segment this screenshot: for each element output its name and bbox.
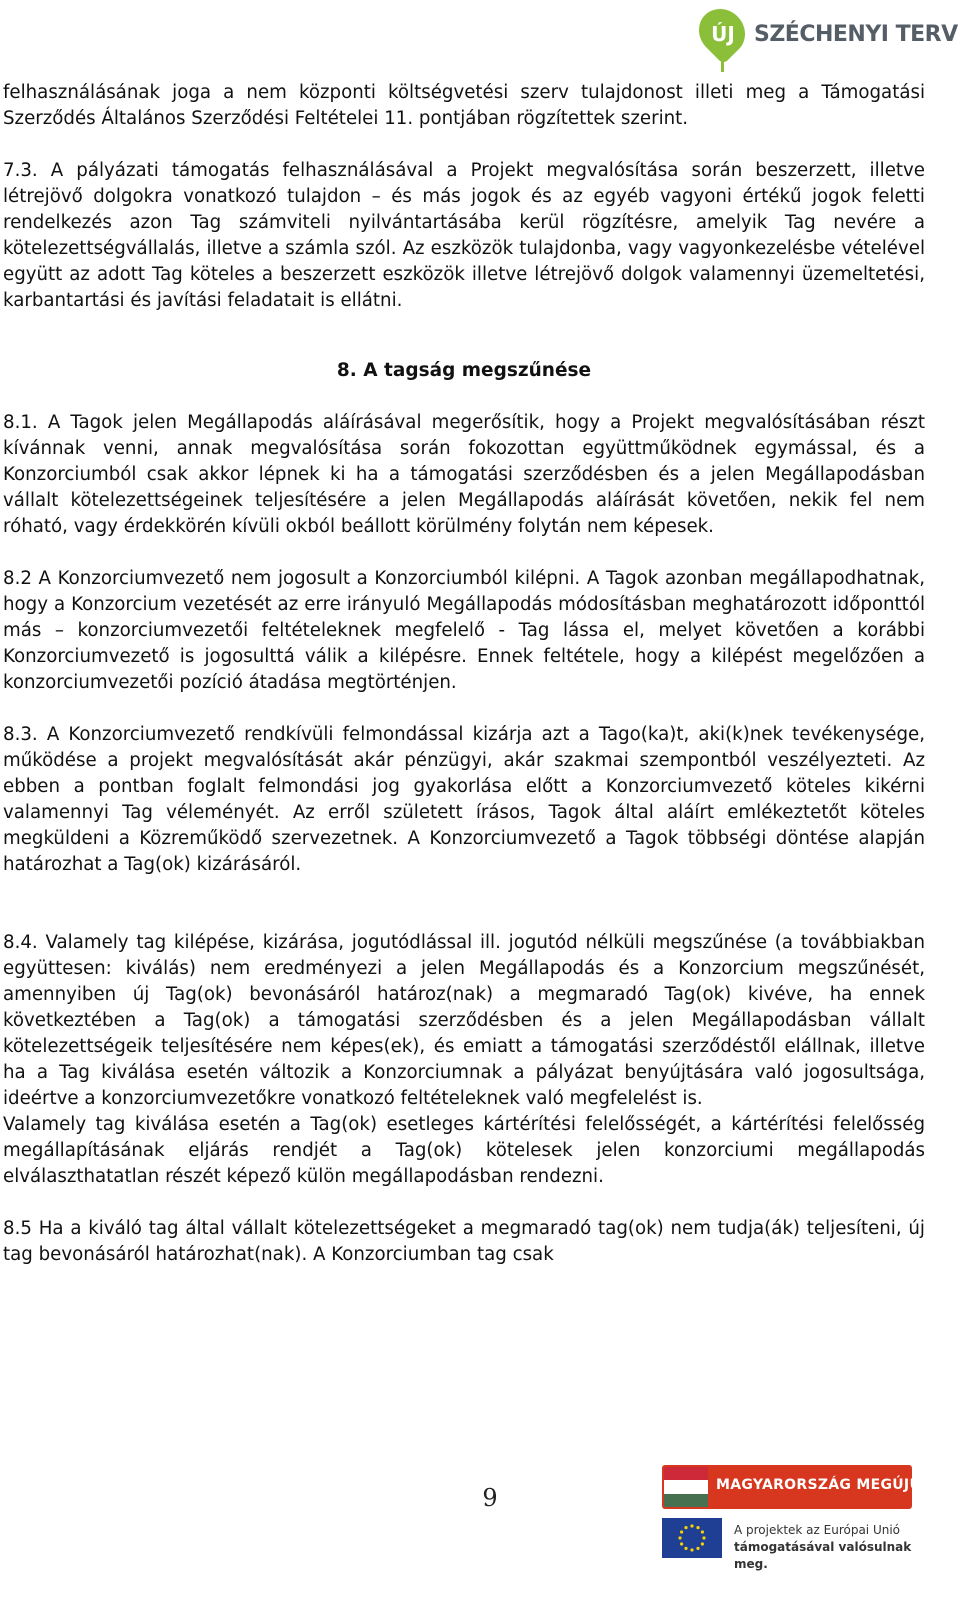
eu-flag-icon xyxy=(662,1518,722,1558)
paragraph-8-2: 8.2 A Konzorciumvezető nem jogosult a Konzorciumból kilépni. A Tagok azonban megállapodhatnak, hogy a Konzorcium vezetését az erre irányuló Megállapodás módosításban meghatározott időponttól más – konzorciumvezetői feltételeknek megfelelő - Tag lássa el, melyet követően a korábbi Konzorciumvezető is jogosulttá válik a kilépésre. Ennek feltétele, hogy a kilépést megelőzően a konzorciumvezetői pozíció átadása megtörténjen. xyxy=(3,568,925,693)
eu-support-text xyxy=(734,1522,934,1573)
eu-text-line-2: támogatásával valósulnak meg. xyxy=(734,1540,912,1571)
paragraph-8-3: 8.3. A Konzorciumvezető rendkívüli felmondással kizárja azt a Tago(ka)t, aki(k)nek tevékenysége, működése a projekt megvalósítását akár pénzügyi, akár szakmai szempontból veszélyezteti. Az ebben a pontban foglalt felmondási jog gyakorlása előtt a Konzorciumvezető köteles kikérni valamennyi Tag véleményét. Az erről született írásos, Tagok által aláírt emlékeztetőt köteles megküldeni a Közreműködő szervezetnek. A Konzorciumvezető a Tagok többségi döntése alapján határozhat a Tag(ok) kizárásáról. xyxy=(3,724,925,875)
paragraph-7-3: 7.3. A pályázati támogatás felhasználásával a Projekt megvalósítása során beszerzett, illetve létrejövő dolgokra vonatkozó tulajdon – és más jogok és az egyéb vagyoni értékű jogok feletti rendelkezés azon Tag számviteli nyilvántartásába kerül rögzítésre, amelyik Tag nevére a kötelezettségvállalás, illetve a számla szól. Az eszközök tulajdonba, vagy vagyonkezelésbe vételével együtt az adott Tag köteles a beszerzett eszközök illetve létrejövő dolgok valamennyi üzemeltetési, karbantartási és javítási feladatait is ellátni. xyxy=(3,160,925,311)
badge-text: MAGYARORSZÁG MEGÚJUL xyxy=(716,1477,931,1493)
paragraph-continuation: felhasználásának joga a nem központi költségvetési szerv tulajdonost illeti meg a Támogatási Szerződés Általános Szerződési Feltételei 11. pontjában rögzítettek szerint. xyxy=(3,82,925,129)
paragraph-8-4: 8.4. Valamely tag kilépése, kizárása, jogutódlással ill. jogutód nélküli megszűnése (a továbbiakban együttesen: kiválás) nem eredményezi a jelen Megállapodás és a Konzorcium megszűnését, amennyiben új Tag(ok) bevonásáról határoz(nak) a megmaradó Tag(ok) kivéve, ha ennek következtében a Tag(ok) a támogatási szerződésben és a jelen Megállapodásban vállalt kötelezettségeik teljesítésére nem képes(ek), és emiatt a támogatási szerződéstől elállnak, illetve ha a Tag kiválása esetén változik a Konzorciumnak a pályázat benyújtására való jogosultsága, ideértve a konzorciumvezetőkre vonatkozó feltételeknek való megfelelést is. xyxy=(3,932,925,1109)
paragraph-8-1: 8.1. A Tagok jelen Megállapodás aláírásával megerősítik, hogy a Projekt megvalósításában részt kívánnak venni, annak megvalósítása során fokozottan együttműködnek egymással, és a Konzorciumból csak akkor lépnek ki ha a támogatási szerződésben és a jelen Megállapodásban vállalt kötelezettségeinek teljesítésére a jelen Megállapodás aláírását követően, nekik fel nem róható, vagy érdekkörén kívüli okból beállott körülmény folytán nem képesek. xyxy=(3,412,925,537)
logo-text: SZÉCHENYI TERV xyxy=(754,22,958,47)
hungarian-flag-icon xyxy=(664,1467,708,1507)
document-body xyxy=(3,80,925,1268)
paragraph-8-4-continued: Valamely tag kiválása esetén a Tag(ok) esetleges kártérítési felelősségét, a kártérítési felelősség megállapításának eljárás rendjét a Tag(ok) kötelesek jelen konzorciumi megállapodás elválaszthatatlan részét képező külön megállapodásban rendezni. xyxy=(3,1114,925,1187)
page-number: 9 xyxy=(482,1484,498,1512)
section-heading-8: 8. A tagság megszűnése xyxy=(336,360,592,381)
eu-text-line-1: A projektek az Európai Unió xyxy=(734,1523,901,1537)
paragraph-8-5: 8.5 Ha a kiváló tag által vállalt kötelezettségeket a megmaradó tag(ok) nem tudja(ák) teljesíteni, új tag bevonásáról határozhat(nak). A Konzorciumban tag csak xyxy=(3,1218,925,1265)
magyarorszag-megujul-badge xyxy=(662,1465,931,1509)
szechenyi-terv-logo xyxy=(700,6,958,80)
leaf-icon xyxy=(700,8,746,72)
logo-badge: ÚJ xyxy=(711,22,735,46)
